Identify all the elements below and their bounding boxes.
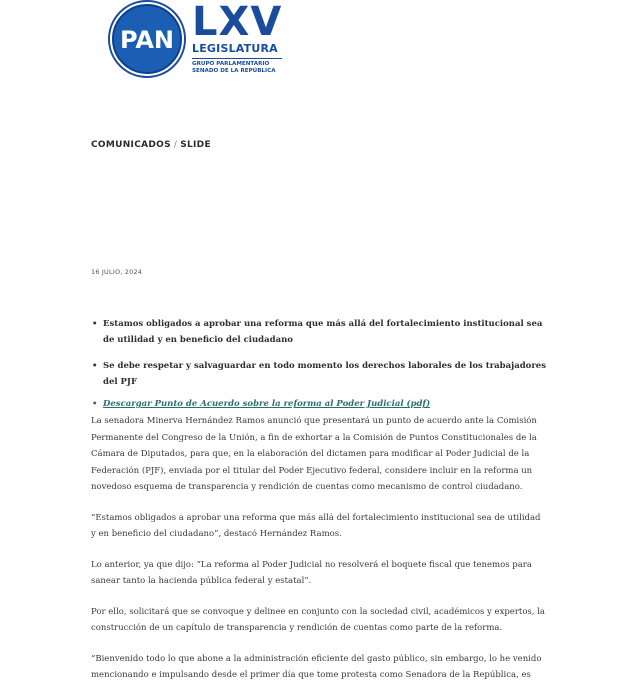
highlight-item: • Estamos obligados a aprobar una reforma que más allá del fortalecimiento institucional sea de utilidad y en beneficio del ciudadano [91, 316, 551, 348]
logo-wordmark [192, 2, 292, 75]
article-paragraph: Lo anterior, ya que dijo: “La reforma al Poder Judicial no resolverá el boquete fiscal que tenemos para sanear tanto la hacienda pública federal y estatal”. [91, 559, 532, 586]
article-paragraph: “Bienvenido todo lo que abone a la administración eficiente del gasto público, sin embargo, lo he venido mencionando e impulsando desde el primer día que tome protesta como Senadora de la República, es [91, 653, 542, 680]
breadcrumb-slide[interactable]: SLIDE [180, 140, 211, 150]
logo-divider [192, 58, 282, 59]
publish-date: 16 JULIO, 2024 [91, 268, 143, 276]
logo-lxv: LXV [192, 0, 283, 45]
breadcrumb [91, 140, 211, 150]
logo-pan-text: PAN [119, 26, 175, 54]
article-paragraph: La senadora Minerva Hernández Ramos anunció que presentará un punto de acuerdo ante la Comisión Permanente del Congreso de la Unión, a fin de exhortar a la Comisión de Puntos Constitucionales de la Cámara de Diputados, para que, en la elaboración del dictamen para modificar al Poder Judicial de la Federación (PJF), enviada por el titular del Poder Ejecutivo federal, considere incluir en la reforma un novedoso esquema de transparencia y rendición de cuentas como mecanismo de control ciudadano. [91, 416, 537, 492]
logo-legislatura: LEGISLATURA [192, 42, 278, 55]
article-paragraph: “Estamos obligados a aprobar una reforma que más allá del fortalecimiento institucional sea de utilidad y en beneficio del ciudadano”, destacó Hernández Ramos. [91, 512, 541, 539]
download-pdf-link-text[interactable]: Descargar Punto de Acuerdo sobre la reforma al Poder Judicial (pdf) [103, 399, 431, 409]
highlight-item: • Se debe respetar y salvaguardar en todo momento los derechos laborales de los trabajadores del PJF [91, 358, 551, 390]
pan-logo-icon [108, 0, 186, 78]
breadcrumb-separator: / [173, 140, 178, 150]
breadcrumb-comunicados[interactable]: COMUNICADOS [91, 140, 171, 150]
site-logo[interactable] [108, 0, 288, 80]
logo-subtitle-2: SENADO DE LA REPÚBLICA [192, 68, 276, 74]
highlights-list [91, 316, 551, 412]
article-paragraph: Por ello, solicitará que se convoque y delinee en conjunto con la sociedad civil, académicos y expertos, la construcción de un capítulo de transparencia y rendición de cuentas como parte de la reforma. [91, 606, 545, 633]
article-body [91, 413, 546, 698]
logo-subtitle-1: GRUPO PARLAMENTARIO [192, 61, 270, 67]
download-pdf-link[interactable] [91, 396, 551, 412]
